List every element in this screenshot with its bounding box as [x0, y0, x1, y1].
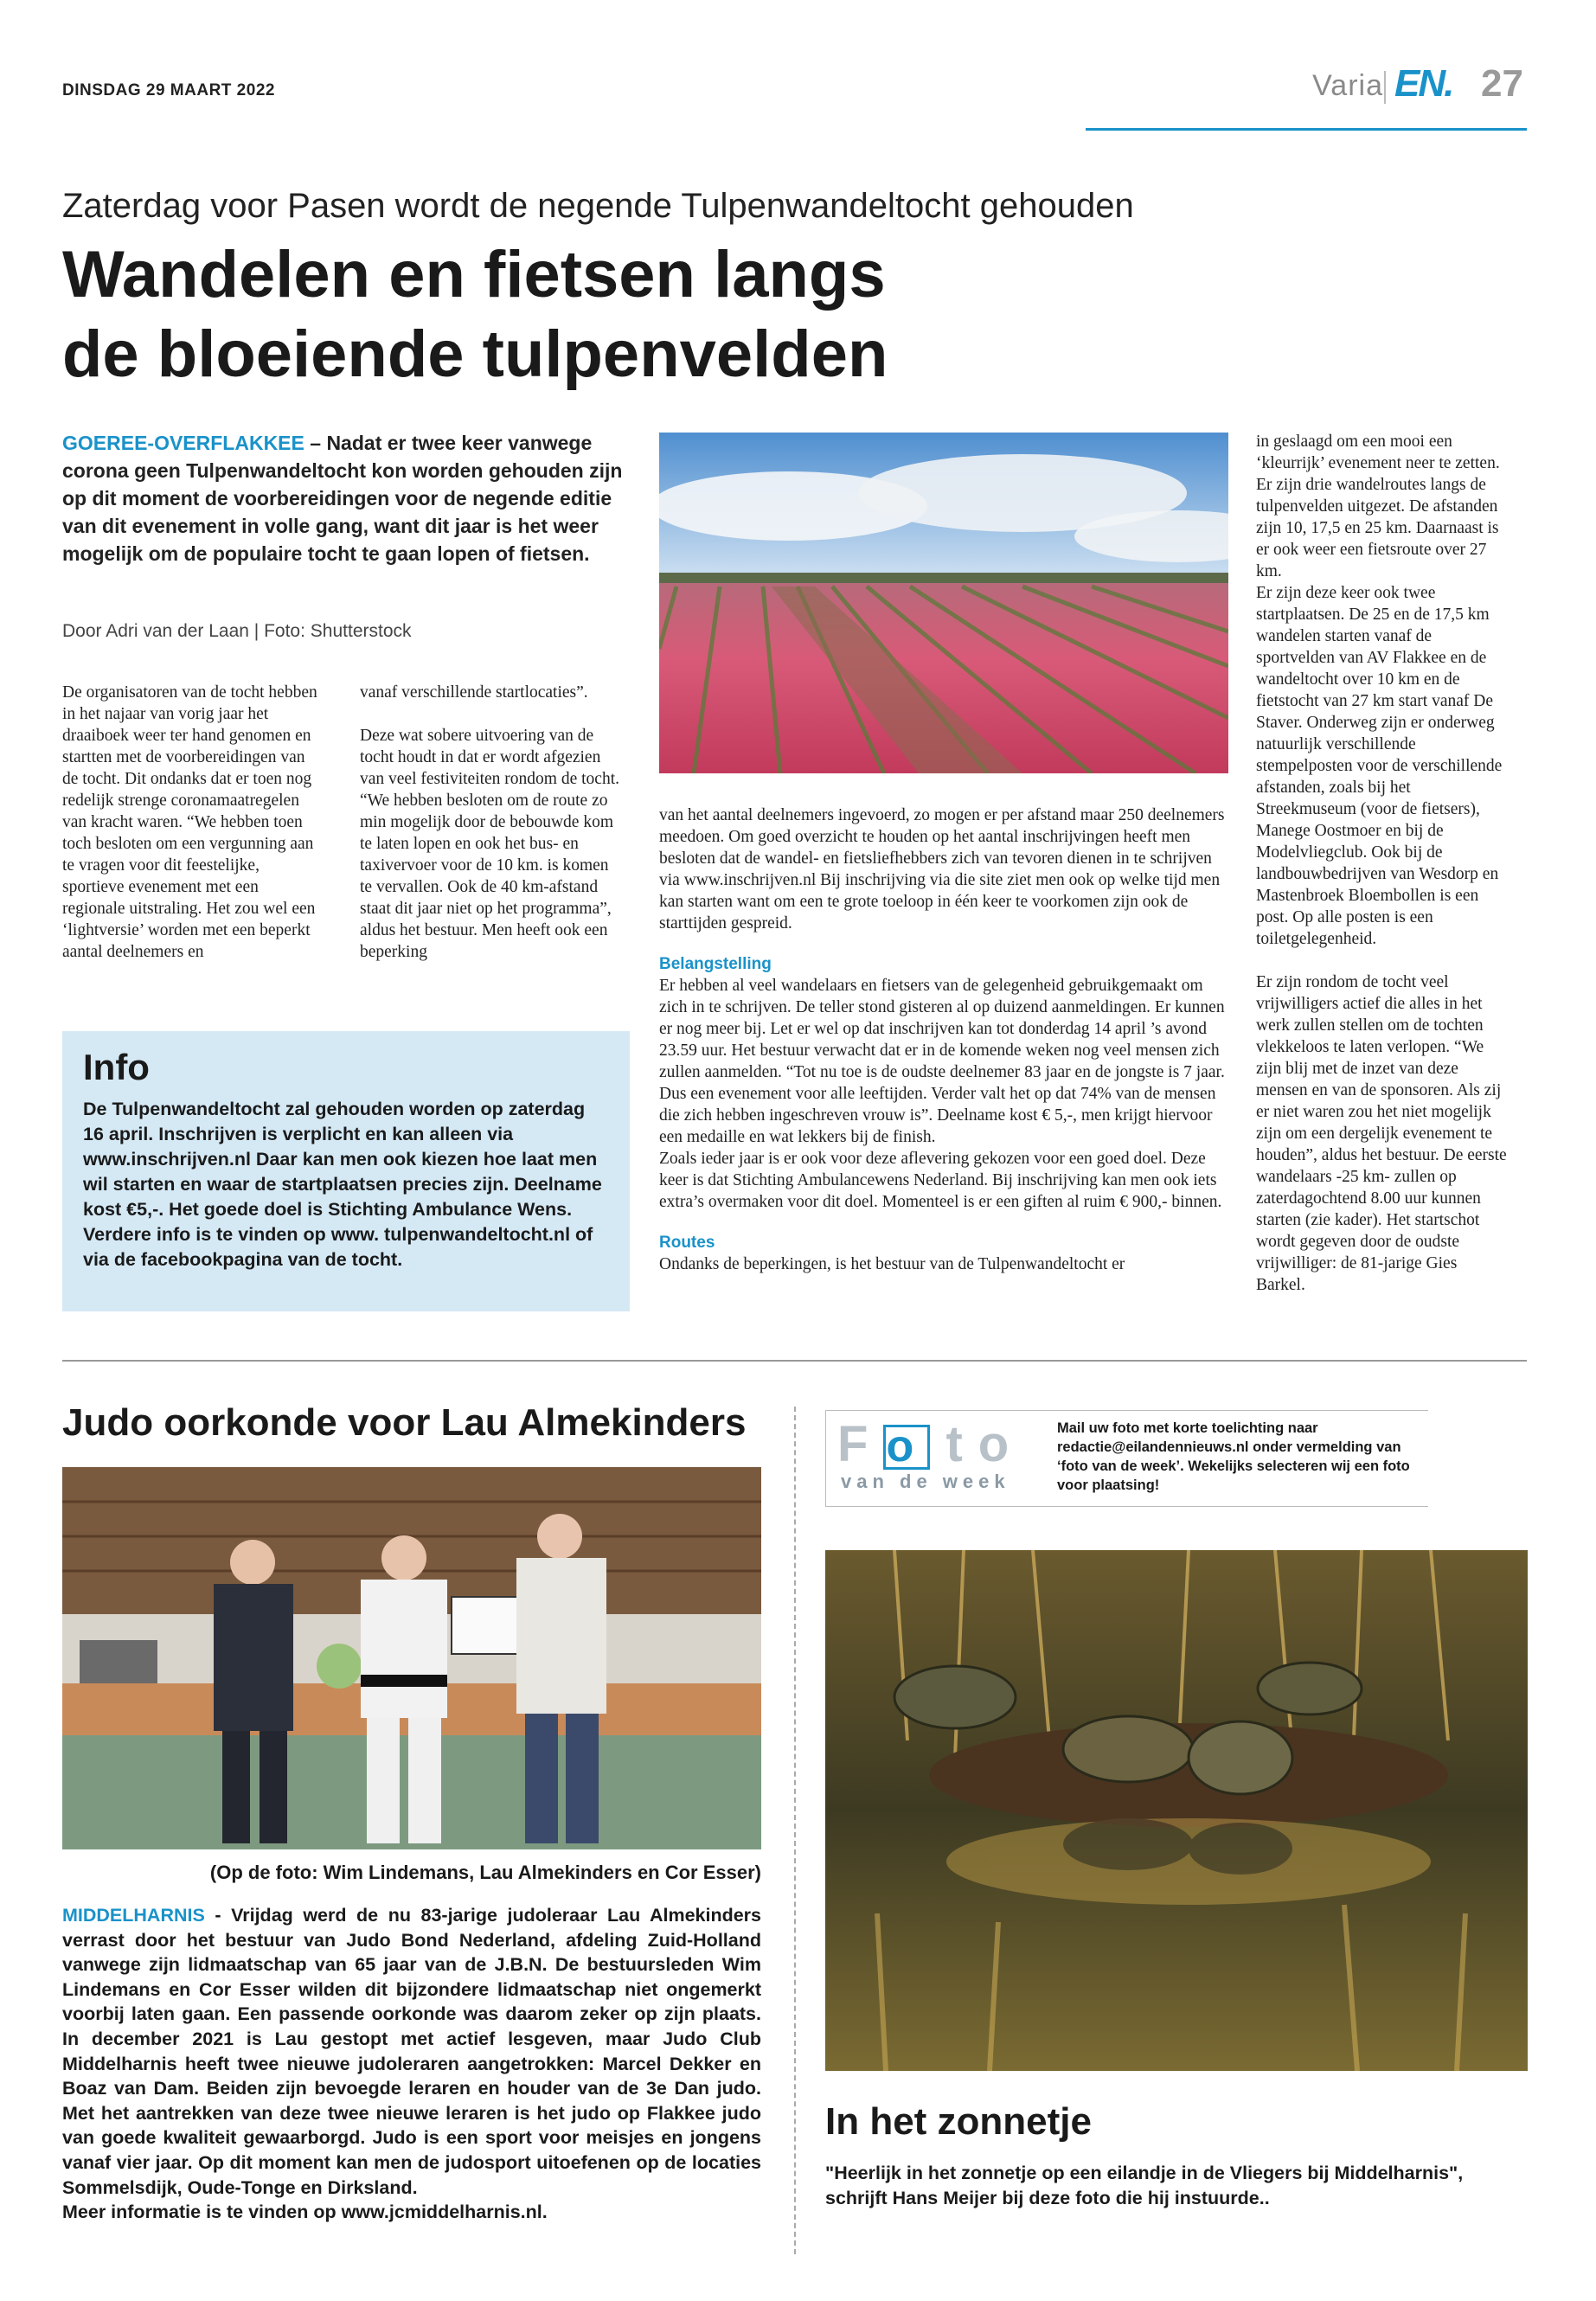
column-4-paragraph-1: in geslaagd om een mooi een ‘kleurrijk’ evenement neer te zetten. Er zijn drie wandelroutes langs de tulpenvelden uitgezet. De afstanden zijn 10, 17,5 en 25 km. Daarnaast is er ook weer een fietsroute over 27 km.	[1256, 433, 1500, 580]
turtles-illustration	[825, 1550, 1528, 2071]
section-label: Varia	[1312, 69, 1383, 102]
turtles-photo	[825, 1550, 1528, 2071]
foto-van-de-week-instructions: Mail uw foto met korte toelichting naar redactie@eilandennieuws.nl onder vermelding van ‘foto van de week’. Wekelijks selecteren wij een foto voor plaatsing!	[1057, 1420, 1410, 1493]
lead-text: – Nadat er twee keer vanwege corona geen Tulpenwandeltocht kon worden gehouden zijn op dit moment de voorbereidingen voor de negende editie van dit evenement in volle gang, want dit jaar is het weer mogelijk om de populaire tocht te gaan lopen of fietsen.	[62, 432, 623, 565]
logo-letter-f: F	[837, 1416, 884, 1472]
logo-letter-t: t	[945, 1416, 978, 1472]
byline: Door Adri van der Laan | Foto: Shutterstock	[62, 621, 412, 641]
zonnetje-headline: In het zonnetje	[825, 2100, 1092, 2143]
article-lead	[62, 429, 630, 567]
column-3-paragraph-4: Ondanks de beperkingen, is het bestuur van de Tulpenwandeltocht er	[659, 1255, 1125, 1273]
article-kicker: Zaterdag voor Pasen wordt de negende Tulpenwandeltocht gehouden	[62, 187, 1134, 225]
column-3-paragraph-1: van het aantal deelnemers ingevoerd, zo mogen er per afstand maar 250 deelnemers meedoen. Om goed overzicht te houden op het aantal inschrijvingen heeft men besloten dat de wandel- en fietsliefhebbers zich van tevoren dienen in te schrijven via www.inschrijven.nl Bij inschrijving via die site ziet men ook op welke tijd men kan starten want om een te grote toeloop in één keer te voorkomen zijn ook de starttijden gespreid.	[659, 806, 1225, 933]
en-logo: EN.	[1394, 62, 1453, 105]
logo-letter-o: o	[977, 1416, 1025, 1472]
subhead-belangstelling: Belangstelling	[659, 955, 772, 973]
article-headline	[62, 235, 1014, 394]
headline-line-2: de bloeiende tulpenvelden	[62, 317, 888, 391]
header-rule	[1086, 128, 1527, 131]
logo-letter-o-boxed: o	[883, 1425, 930, 1470]
headline-line-1: Wandelen en fietsen langs	[62, 238, 886, 311]
article-column-4	[1256, 431, 1507, 1296]
page-number: 27	[1481, 62, 1523, 105]
column-4-paragraph-3: Er zijn rondom de tocht veel vrijwilligers actief die alles in het werk zullen stellen om de tochten vlekkeloos te laten verlopen. “We zijn blij met de inzet van deze mensen en van de sponsoren. Als zij er niet waren zou het niet mogelijk zijn om een dergelijk evenement te houden”, aldus het bestuur. De eerste wandelaars -25 km- zullen op zaterdagochtend 8.00 uur kunnen starten (zie kader). Het startschot wordt gegeven door de oudste vrijwilliger: de 81-jarige Gies Barkel.	[1256, 973, 1507, 1294]
judo-caption: (Op de foto: Wim Lindemans, Lau Almekinders en Cor Esser)	[209, 1862, 761, 1883]
tulip-field-illustration	[659, 433, 1228, 773]
judo-photo	[62, 1467, 761, 1849]
column-3-paragraph-2: Er hebben al veel wandelaars en fietsers van de gelegenheid gebruikgemaakt om zich in te schrijven. De teller stond gisteren al op duizend aanmeldingen. Er kunnen er nog meer bij. Let er wel op dat inschrijven kan tot donderdag 14 april ’s avond 23.59 uur. Het bestuur verwacht dat er in de komende weken nog veel mensen zich zullen aanmelden. “Tot nu toe is de oudste deelnemer 83 jaar en de jongste is 7 jaar. Dus een evenement voor alle leeftijden. Verder valt het op dat 74% van de mensen die zich hebben ingeschreven vrouw is”. Deelname kost € 5,-, men krijgt hiervoor een medaille en wat lekkers bij de finish.	[659, 977, 1225, 1146]
foto-van-de-week-logo	[837, 1415, 1024, 1473]
article-column-2	[360, 682, 619, 984]
column-2-paragraph-2: Deze wat sobere uitvoering van de tocht houdt in dat er wordt afgezien van veel festiviteiten rondom de tocht. “We hebben besloten om de route zo min mogelijk door de bebouwde kom te laten lopen en ook het bus- en taxivervoer voor de 10 km. is komen te vervallen. Ook de 40 km-afstand staat dit jaar niet op het programma”, aldus het bestuur. Men heeft ook een beperking	[360, 727, 619, 961]
column-2-paragraph-1: vanaf verschillende startlocaties”.	[360, 683, 588, 702]
judo-illustration	[62, 1467, 761, 1849]
judo-headline: Judo oorkonde voor Lau Almekinders	[62, 1401, 747, 1444]
judo-more-info: Meer informatie is te vinden op www.jcmiddelharnis.nl.	[62, 2202, 548, 2223]
issue-date: DINSDAG 29 MAART 2022	[62, 81, 275, 99]
article-column-1	[62, 682, 324, 984]
header-divider	[1384, 71, 1386, 104]
subhead-routes: Routes	[659, 1234, 715, 1252]
column-1-paragraph: De organisatoren van de tocht hebben in het najaar van vorig jaar het draaiboek weer ter hand genomen en startten met de voorbereidingen van de tocht. Dit ondanks dat er toen nog redelijk strenge coronamaatregelen van kracht waren. “We hebben toen toch besloten om een vergunning aan te vragen voor dit feestelijke, sportieve evenement met een regionale uitstraling. Het zou wel een ‘lightversie’ worden met een beperkt aantal deelnemers en	[62, 683, 317, 961]
info-title: Info	[83, 1047, 150, 1087]
lead-place: GOEREE-OVERFLAKKEE	[62, 432, 304, 454]
judo-text: - Vrijdag werd de nu 83-jarige judoleraar Lau Almekinders verrast door het bestuur van Judo Bond Nederland, afdeling Zuid-Holland vanwege zijn lidmaatschap van 65 jaar van de J.B.N. De bestuursleden Wim Lindemans en Cor Esser wilden dit bijzondere lidmaatschap niet ongemerkt voorbij laten gaan. Een passende oorkonde was daarom zeker op zijn plaats. In december 2021 is Lau gestopt met actief lesgeven, maar Judo Club Middelharnis heeft twee nieuwe judoleraren aangetrokken: Marcel Dekker en Boaz van Dam. Beiden zijn bevoegde leraren en houder van de 3e Dan judo. Met het aantrekken van deze twee nieuwe leraren is het judo op Flakkee judo van goede kwaliteit gewaarborgd. Judo is een sport voor meisjes en jongens vanaf vier jaar. Op dit moment kan men de judosport uitoefenen op de locaties Sommelsdijk, Oude-Tonge en Dirksland.	[62, 1905, 761, 2198]
article-column-3	[659, 804, 1230, 1275]
column-divider	[794, 1407, 796, 2254]
section-divider	[62, 1360, 1527, 1362]
judo-body	[62, 1903, 761, 2225]
info-box	[62, 1031, 630, 1311]
column-4-paragraph-2: Er zijn deze keer ook twee startplaatsen. De 25 en de 17,5 km wandelen starten vanaf de sportvelden van AV Flakkee en de wandeltocht over 10 km en de fietstocht van 27 km start vanaf De Staver. Onderweg zijn er onderweg natuurlijk verschillende stempelposten voor de verschillende afstanden, zoals bij het Streekmuseum (voor de fietsers), Manege Oostmoer en bij de Modelvliegclub. Ook bij de landbouwbedrijven van Wesdorp en Mastenbroek Bloembollen is een post. Op alle posten is een toiletgelegenheid.	[1256, 584, 1503, 948]
tulip-field-photo	[659, 433, 1228, 773]
zonnetje-caption: "Heerlijk in het zonnetje op een eilandje in de Vliegers bij Middelharnis", schrijft Hans Meijer bij deze foto die hij instuurde..	[825, 2163, 1464, 2208]
info-text: De Tulpenwandeltocht zal gehouden worden op zaterdag 16 april. Inschrijven is verplicht en kan alleen via www.inschrijven.nl Daar kan men ook kiezen hoe laat men wil starten en waar de startplaatsen precies zijn. Deelname kost €5,-. Het goede doel is Stichting Ambulance Wens. Verdere info is te vinden op www. tulpenwandeltocht.nl of via de facebookpagina van de tocht.	[83, 1099, 602, 1270]
judo-place: MIDDELHARNIS	[62, 1905, 205, 1926]
foto-van-de-week-subtitle: van de week	[841, 1471, 1010, 1492]
column-3-paragraph-3: Zoals ieder jaar is er ook voor deze aflevering gekozen voor een goed doel. Deze keer is dat Stichting Ambulancewens Nederland. Bij inschrijving kan men ook iets extra’s overmaken voor dit doel. Momenteel is er een giften al ruim € 900,- binnen.	[659, 1150, 1222, 1211]
